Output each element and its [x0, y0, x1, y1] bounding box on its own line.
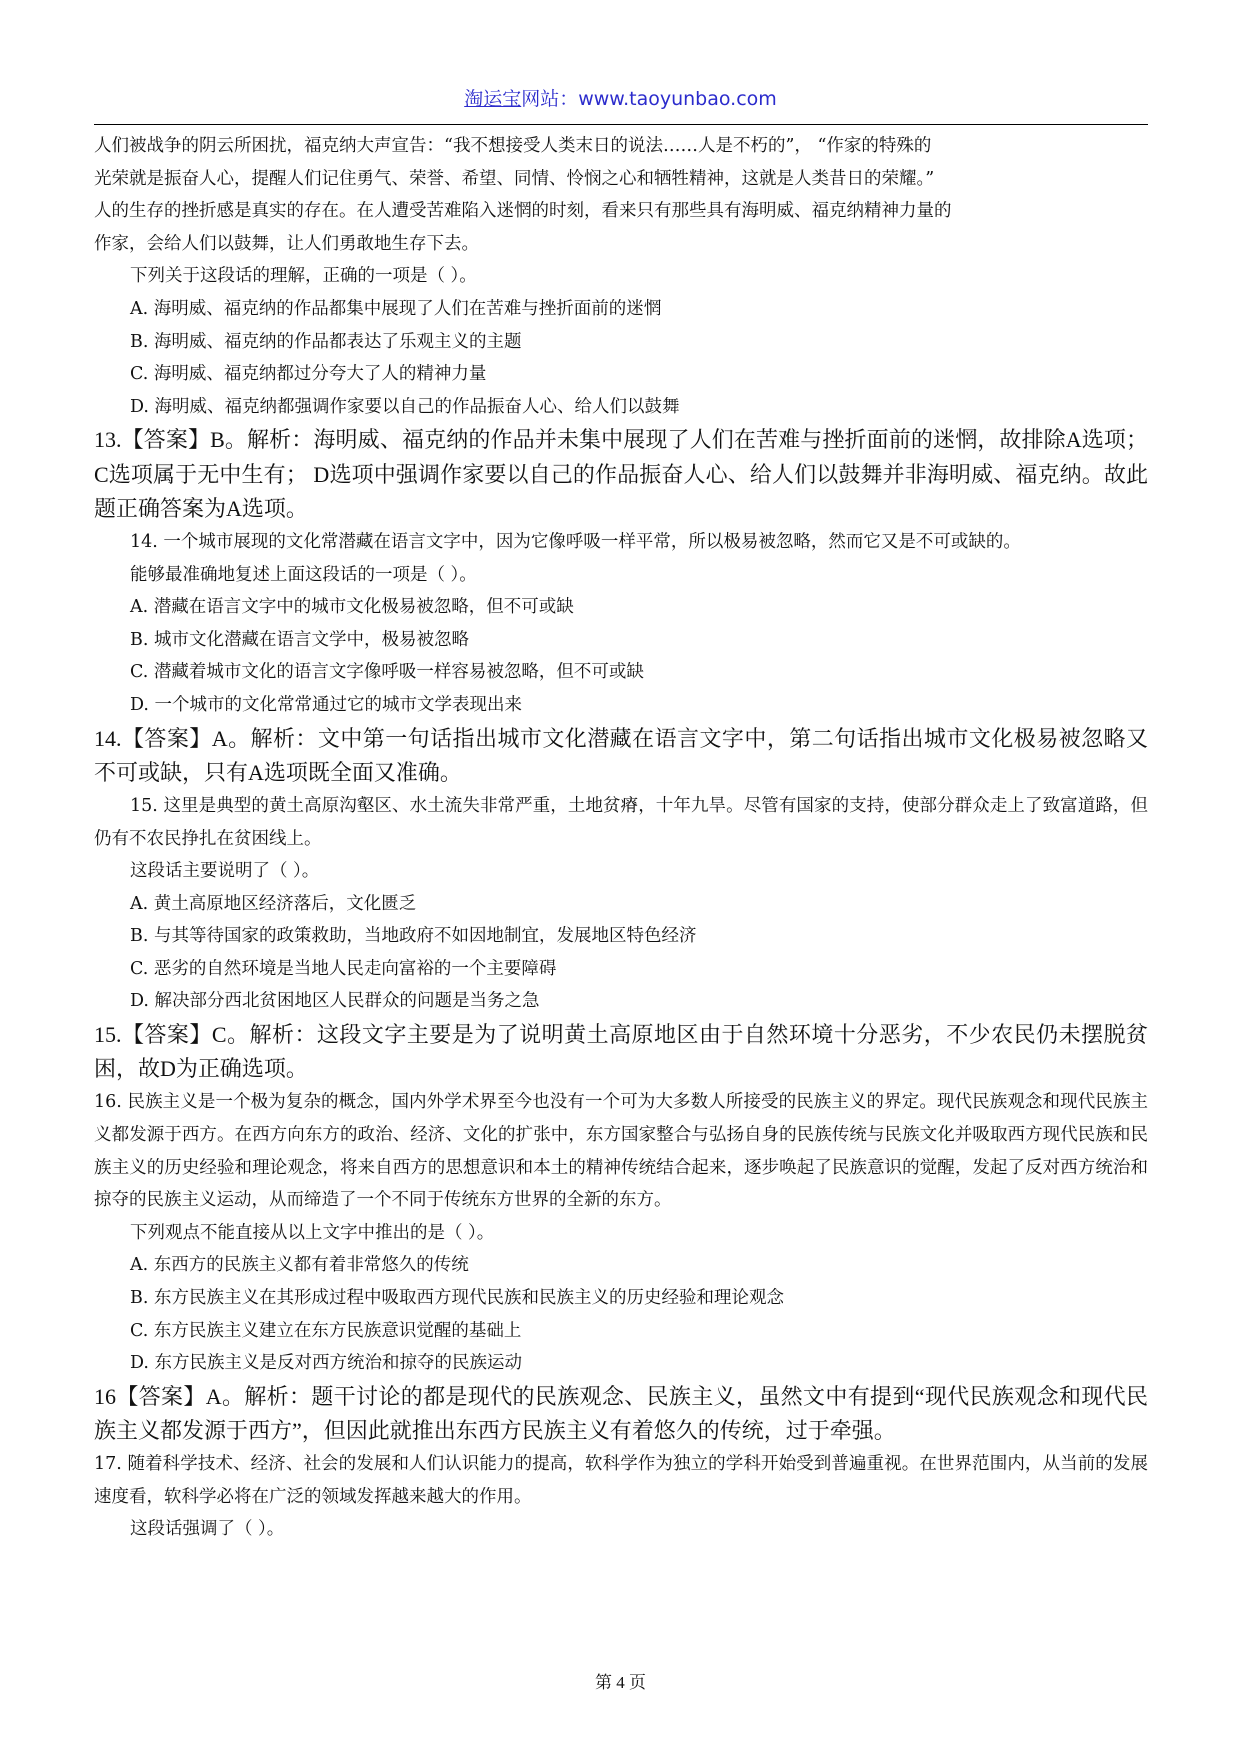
q17-question: 这段话强调了（ ）。: [130, 1519, 285, 1540]
q13-option-a: A. 海明威、福克纳的作品都集中展现了人们在苦难与挫折面前的迷惘: [130, 298, 662, 319]
site-url: 网站：www.taoyunbao.com: [521, 88, 777, 110]
q15-option-c: C. 恶劣的自然环境是当地人民走向富裕的一个主要障碍: [130, 958, 557, 979]
q14-option-a: A. 潜藏在语言文字中的城市文化极易被忽略，但不可或缺: [130, 597, 574, 618]
q14-option-c: C. 潜藏着城市文化的语言文字像呼吸一样容易被忽略，但不可或缺: [130, 662, 644, 683]
q14-answer: 14.【答案】A。解析：文中第一句话指出城市文化潜藏在语言文字中，第二句话指出城市文化极易被忽略又不可或缺，只有A选项既全面又准确。: [94, 725, 1148, 785]
page-content: [94, 130, 1148, 1546]
q16-option-d: D. 东方民族主义是反对西方统治和掠夺的民族运动: [130, 1353, 523, 1374]
q15-option-a: A. 黄土高原地区经济落后，文化匮乏: [130, 893, 417, 914]
q13-option-d: D. 海明威、福克纳都强调作家要以自己的作品振奋人心、给人们以鼓舞: [130, 396, 680, 417]
q15-answer: 15.【答案】C。解析：这段文字主要是为了说明黄土高原地区由于自然环境十分恶劣，不少农民仍未摆脱贫困，故D为正确选项。: [94, 1022, 1148, 1082]
q14-option-b: B. 城市文化潜藏在语言文学中，极易被忽略: [130, 629, 469, 650]
q16-option-a: A. 东西方的民族主义都有着非常悠久的传统: [130, 1255, 469, 1276]
q13-passage-line: 光荣就是振奋人心，提醒人们记住勇气、荣誉、希望、同情、怜悯之心和牺牲精神，这就是人类昔日的荣耀。”: [94, 168, 935, 189]
q15-option-d: D. 解决部分西北贫困地区人民群众的问题是当务之急: [130, 991, 540, 1012]
q13-passage-line: 作家，会给人们以鼓舞，让人们勇敢地生存下去。: [94, 233, 479, 254]
page-number: 第 4 页: [595, 1673, 646, 1692]
page-header: [0, 86, 1241, 112]
q16-option-b: B. 东方民族主义在其形成过程中吸取西方现代民族和民族主义的历史经验和理论观念: [130, 1288, 784, 1309]
q13-option-c: C. 海明威、福克纳都过分夸大了人的精神力量: [130, 364, 487, 385]
q14-passage: 14. 一个城市展现的文化常潜藏在语言文字中，因为它像呼吸一样平常，所以极易被忽略，然而它又是不可或缺的。: [130, 531, 1021, 552]
q13-question: 下列关于这段话的理解，正确的一项是（ ）。: [130, 266, 477, 287]
q16-option-c: C. 东方民族主义建立在东方民族意识觉醒的基础上: [130, 1320, 522, 1341]
q14-option-d: D. 一个城市的文化常常通过它的城市文学表现出来: [130, 694, 523, 715]
header-rule: [94, 124, 1148, 125]
q16-answer: 16【答案】A。解析：题干讨论的都是现代的民族观念、民族主义，虽然文中有提到“现代民族观念和现代民族主义都发源于西方”，但因此就推出东西方民族主义有着悠久的传统，过于牵强。: [94, 1383, 1148, 1444]
site-link[interactable]: 淘运宝: [464, 88, 522, 110]
q17-passage: 17. 随着科学技术、经济、社会的发展和人们认识能力的提高，软科学作为独立的学科开始受到普遍重视。在世界范围内，从当前的发展速度看，软科学必将在广泛的领域发挥越来越大的作用。: [94, 1454, 1148, 1507]
q13-answer: 13.【答案】B。解析：海明威、福克纳的作品并未集中展现了人们在苦难与挫折面前的迷惘，故排除A选项；C选项属于无中生有； D选项中强调作家要以自己的作品振奋人心、给人们以鼓舞并非海明威、福克纳。故此题正确答案为A选项。: [94, 427, 1148, 521]
q15-option-b: B. 与其等待国家的政策救助，当地政府不如因地制宜，发展地区特色经济: [130, 926, 697, 947]
q13-passage-line: 人的生存的挫折感是真实的存在。在人遭受苦难陷入迷惘的时刻，看来只有那些具有海明威、福克纳精神力量的: [94, 201, 952, 222]
q16-passage: 16. 民族主义是一个极为复杂的概念，国内外学术界至今也没有一个可为大多数人所接受的民族主义的界定。现代民族观念和现代民族主义都发源于西方。在西方向东方的政治、经济、文化的扩张中，东方国家整合与弘扬自身的民族传统与民族文化并吸取西方现代民族和民族主义的历史经验和理论观念，将来自西方的思想意识和本土的精神传统结合起来，逐步唤起了民族意识的觉醒，发起了反对西方统治和掠夺的民族主义运动，从而缔造了一个不同于传统东方世界的全新的东方。: [94, 1092, 1148, 1211]
q15-question: 这段话主要说明了（ ）。: [130, 861, 320, 882]
q16-question: 下列观点不能直接从以上文字中推出的是（ ）。: [130, 1222, 495, 1243]
q13-passage-line: 人们被战争的阴云所困扰，福克纳大声宣告：“我不想接受人类末日的说法……人是不朽的”， “作家的特殊的: [94, 136, 932, 156]
q13-option-b: B. 海明威、福克纳的作品都表达了乐观主义的主题: [130, 331, 522, 352]
q15-passage: 15. 这里是典型的黄土高原沟壑区、水土流失非常严重，土地贫瘠，十年九旱。尽管有国家的支持，使部分群众走上了致富道路，但仍有不农民挣扎在贫困线上。: [94, 795, 1148, 849]
q14-question: 能够最准确地复述上面这段话的一项是（ ）。: [130, 564, 477, 585]
